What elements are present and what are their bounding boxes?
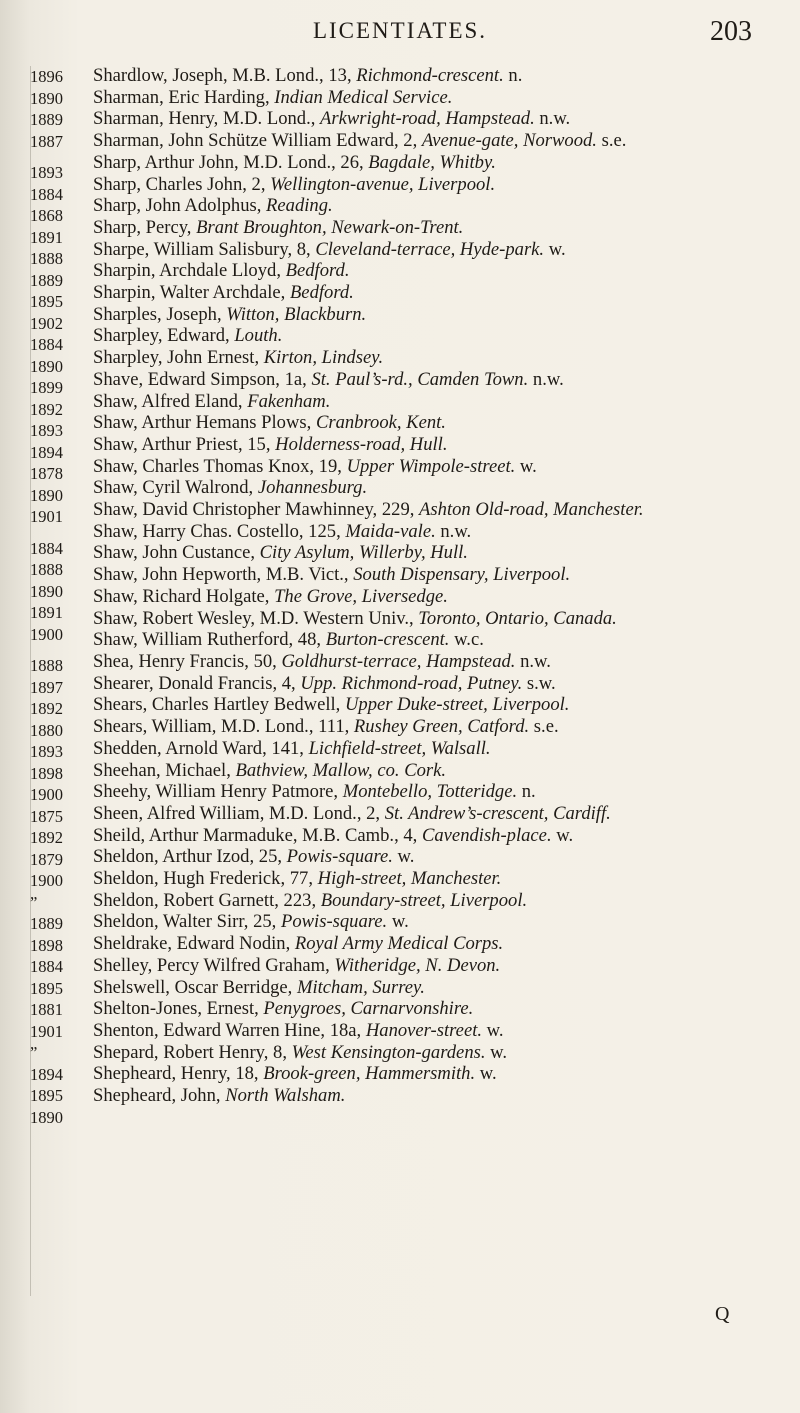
- entry-name: Sheldon, Robert Garnett, 223,: [93, 889, 321, 911]
- entry-name: Shelley, Percy Wilfred Graham,: [93, 954, 335, 976]
- entry-name: Shaw, Harry Chas. Costello, 125,: [93, 520, 346, 542]
- licentiate-entry: [93, 108, 783, 130]
- entry-name: Shaw, John Hepworth, M.B. Vict.,: [93, 564, 354, 586]
- entry-name: Sheehan, Michael,: [93, 759, 236, 781]
- licentiate-entry: [93, 521, 783, 543]
- year-entry: 1893: [30, 421, 63, 440]
- entry-name: Sheen, Alfred William, M.D. Lond., 2,: [93, 802, 385, 824]
- entry-address: Burton-crescent.: [325, 629, 450, 651]
- entry-name: Shaw, John Custance,: [93, 542, 260, 564]
- entry-name: Sharp, John Adolphus,: [93, 195, 267, 217]
- licentiate-entry: [93, 434, 783, 456]
- entry-address: Cranbrook, Kent.: [315, 412, 446, 434]
- entry-name: Sheldon, Arthur Izod, 25,: [93, 846, 287, 868]
- licentiate-entry: [93, 499, 783, 521]
- entry-address: Mitcham, Surrey.: [296, 976, 425, 998]
- entry-address: Kirton, Lindsey.: [263, 347, 384, 369]
- year-entry: 1898: [30, 935, 63, 955]
- entry-district: n.w.: [534, 108, 571, 130]
- entry-name: Sharp, Arthur John, M.D. Lond., 26,: [93, 151, 369, 173]
- licentiate-entry: [93, 412, 783, 434]
- year-entry: 1884: [30, 184, 63, 204]
- entry-name: Shears, Charles Hartley Bedwell,: [93, 694, 345, 716]
- entry-address: Powis-square.: [280, 911, 388, 933]
- licentiate-entry: [93, 325, 783, 347]
- licentiate-entry: [93, 955, 783, 977]
- year-entry: 1898: [30, 763, 63, 783]
- entry-name: Shaw, Cyril Walrond,: [93, 477, 258, 499]
- entry-address: Upper Wimpole-street.: [346, 455, 516, 477]
- running-title: LICENTIATES.: [312, 18, 488, 43]
- entry-name: Shaw, Arthur Priest, 15,: [93, 433, 276, 455]
- entry-address: Toronto, Ontario, Canada.: [418, 607, 617, 629]
- entry-address: Upp. Richmond-road, Putney.: [300, 672, 523, 694]
- licentiate-entry: [93, 152, 783, 174]
- entry-district: w.: [485, 1041, 508, 1063]
- licentiate-entry: [93, 65, 783, 87]
- year-entry: 1880: [30, 720, 63, 740]
- year-entry: ”: [30, 892, 38, 912]
- year-entry: 1894: [30, 442, 63, 462]
- entry-address: Bedford.: [289, 282, 354, 304]
- entry-name: Sharman, Eric Harding,: [93, 86, 275, 108]
- year-entry: 1889: [30, 270, 63, 290]
- year-entry: ”: [30, 1043, 38, 1062]
- entry-address: Johannesburg.: [257, 477, 368, 499]
- licentiate-entry: [93, 542, 783, 564]
- year-entry: 1888: [30, 249, 63, 268]
- licentiate-entry: [93, 716, 783, 738]
- year-entry: 1889: [30, 914, 63, 933]
- entry-name: Shaw, William Rutherford, 48,: [93, 629, 326, 651]
- year-entry: 1890: [30, 581, 63, 601]
- licentiate-entry: [93, 130, 783, 152]
- entry-name: Sharman, Henry, M.D. Lond.,: [93, 108, 321, 130]
- registration-years-column: [30, 66, 84, 1128]
- year-entry: 1884: [30, 957, 63, 976]
- licentiate-entry: [93, 998, 783, 1020]
- licentiate-entry: [93, 846, 783, 868]
- entry-name: Shepheard, John,: [93, 1085, 226, 1107]
- entry-name: Sharpley, John Ernest,: [93, 347, 264, 369]
- licentiate-entry: [93, 868, 783, 890]
- licentiates-list: [93, 65, 783, 1107]
- entry-address: Richmond-crescent.: [356, 65, 504, 86]
- entry-district: w.: [475, 1063, 497, 1085]
- year-entry: 1888: [30, 656, 63, 675]
- entry-address: Reading.: [266, 195, 333, 217]
- entry-address: Witheridge, N. Devon.: [334, 954, 501, 976]
- licentiate-entry: [93, 1020, 783, 1042]
- year-entry: 1892: [30, 828, 63, 847]
- licentiate-entry: [93, 174, 783, 196]
- entry-address: Goldhurst-terrace, Hampstead.: [281, 650, 516, 672]
- entry-name: Sharpley, Edward,: [93, 325, 235, 347]
- entry-name: Sharpe, William Salisbury, 8,: [93, 238, 316, 260]
- entry-name: Sharpin, Archdale Lloyd,: [93, 260, 286, 282]
- year-entry: 1901: [30, 1021, 63, 1041]
- entry-address: Arkwright-road, Hampstead.: [320, 108, 535, 130]
- licentiate-entry: [93, 564, 783, 586]
- entry-address: Wellington-avenue, Liverpool.: [270, 173, 496, 195]
- entry-address: Holderness-road, Hull.: [275, 433, 448, 455]
- entry-address: Boundary-street, Liverpool.: [320, 889, 528, 911]
- year-entry: 1884: [30, 335, 63, 354]
- entry-name: Shedden, Arnold Ward, 141,: [93, 737, 309, 759]
- licentiate-entry: [93, 369, 783, 391]
- entry-address: Bathview, Mallow, co. Cork.: [235, 759, 447, 781]
- entry-address: City Asylum, Willerby, Hull.: [259, 542, 468, 564]
- licentiate-entry: [93, 890, 783, 912]
- entry-name: Shave, Edward Simpson, 1a,: [93, 368, 312, 390]
- licentiate-entry: [93, 911, 783, 933]
- licentiate-entry: [93, 87, 783, 109]
- entry-address: St. Andrew’s-crescent, Cardiff.: [384, 802, 611, 824]
- licentiate-entry: [93, 825, 783, 847]
- entry-address: Upper Duke-street, Liverpool.: [344, 694, 570, 716]
- entry-address: Witton, Blackburn.: [226, 303, 367, 325]
- licentiate-entry: [93, 673, 783, 695]
- entry-district: w.: [515, 455, 537, 477]
- entry-name: Shaw, David Christopher Mawhinney, 229,: [93, 499, 420, 521]
- entry-address: West Kensington-gardens.: [291, 1041, 486, 1063]
- year-entry: 1900: [30, 871, 63, 890]
- page-header: [0, 16, 800, 52]
- year-entry: 1892: [30, 699, 63, 718]
- year-entry: 1896: [30, 67, 63, 86]
- licentiate-entry: [93, 1063, 783, 1085]
- year-entry: 1875: [30, 806, 63, 826]
- entry-name: Sheldon, Hugh Frederick, 77,: [93, 868, 318, 890]
- entry-name: Sheild, Arthur Marmaduke, M.B. Camb., 4,: [93, 824, 422, 846]
- entry-address: Royal Army Medical Corps.: [294, 933, 504, 955]
- year-entry: 1888: [30, 560, 63, 579]
- licentiate-entry: [93, 1085, 783, 1107]
- entry-district: w.c.: [449, 629, 484, 651]
- entry-address: Montebello, Totteridge.: [342, 781, 518, 803]
- entry-district: n.w.: [435, 520, 472, 542]
- entry-address: High-street, Manchester.: [317, 868, 502, 890]
- licentiate-entry: [93, 282, 783, 304]
- entry-address: Ashton Old-road, Manchester.: [419, 499, 644, 521]
- entry-address: Brant Broughton, Newark-on-Trent.: [196, 216, 464, 238]
- licentiate-entry: [93, 803, 783, 825]
- entry-district: s.e.: [596, 130, 627, 152]
- licentiate-entry: [93, 391, 783, 413]
- entry-name: Shelton-Jones, Ernest,: [93, 998, 264, 1020]
- year-entry: 1879: [30, 849, 63, 869]
- licentiate-entry: [93, 977, 783, 999]
- entry-address: Louth.: [234, 325, 283, 347]
- year-entry: 1895: [30, 1086, 63, 1105]
- year-entry: 1897: [30, 677, 63, 697]
- licentiate-entry: [93, 195, 783, 217]
- entry-address: Bedford.: [285, 260, 350, 282]
- licentiate-entry: [93, 738, 783, 760]
- entry-address: Lichfield-street, Walsall.: [308, 737, 491, 759]
- entry-address: Hanover-street.: [365, 1019, 483, 1041]
- year-entry: 1894: [30, 1064, 63, 1084]
- entry-address: Maida-vale.: [345, 520, 436, 542]
- entry-address: Fakenham.: [247, 390, 331, 412]
- year-entry: 1893: [30, 742, 63, 761]
- licentiate-entry: [93, 456, 783, 478]
- entry-name: Shears, William, M.D. Lond., 111,: [93, 716, 354, 738]
- licentiate-entry: [93, 608, 783, 630]
- year-entry: [30, 528, 84, 538]
- licentiate-entry: [93, 477, 783, 499]
- year-entry: 1890: [30, 356, 63, 376]
- entry-name: Shenton, Edward Warren Hine, 18a,: [93, 1019, 366, 1041]
- entry-address: Rushey Green, Catford.: [353, 716, 530, 738]
- licentiate-entry: [93, 694, 783, 716]
- entry-name: Shaw, Alfred Eland,: [93, 390, 248, 412]
- licentiate-entry: [93, 781, 783, 803]
- year-entry: 1868: [30, 206, 63, 225]
- year-entry: 1884: [30, 538, 63, 558]
- entry-address: Indian Medical Service.: [274, 86, 453, 108]
- year-entry: 1892: [30, 399, 63, 419]
- entry-name: Shelswell, Oscar Berridge,: [93, 976, 297, 998]
- entry-address: The Grove, Liversedge.: [274, 585, 448, 607]
- entry-name: Shardlow, Joseph, M.B. Lond., 13,: [93, 65, 357, 86]
- entry-district: n.: [503, 65, 523, 86]
- entry-district: n.: [517, 781, 536, 803]
- entry-district: n.w.: [515, 650, 551, 672]
- year-entry: 1881: [30, 1000, 63, 1019]
- year-entry: 1887: [30, 131, 63, 151]
- year-entry: 1902: [30, 313, 63, 333]
- year-entry: 1889: [30, 110, 63, 129]
- year-entry: 1890: [30, 88, 63, 108]
- page-number: 203: [710, 16, 752, 47]
- entry-address: North Walsham.: [225, 1085, 346, 1107]
- entry-address: Brook-green, Hammersmith.: [263, 1063, 476, 1085]
- year-entry: 1899: [30, 378, 63, 397]
- entry-district: w.: [392, 846, 415, 868]
- year-entry: 1895: [30, 292, 63, 311]
- entry-address: Powis-square.: [286, 846, 393, 868]
- entry-name: Sharp, Charles John, 2,: [93, 173, 271, 195]
- licentiate-entry: [93, 304, 783, 326]
- entry-address: Penygroes, Carnarvonshire.: [263, 998, 474, 1020]
- year-entry: 1890: [30, 485, 63, 505]
- entry-name: Shaw, Richard Holgate,: [93, 585, 275, 607]
- entry-name: Sharpin, Walter Archdale,: [93, 282, 290, 304]
- licentiate-entry: [93, 239, 783, 261]
- entry-district: n.w.: [528, 368, 564, 390]
- licentiate-entry: [93, 1042, 783, 1064]
- entry-name: Sheldon, Walter Sirr, 25,: [93, 911, 281, 933]
- entry-district: w.: [551, 824, 574, 846]
- licentiate-entry: [93, 260, 783, 282]
- entry-name: Sharp, Percy,: [93, 216, 197, 238]
- entry-name: Shaw, Arthur Hemans Plows,: [93, 412, 316, 434]
- signature-mark: Q: [715, 1303, 730, 1325]
- entry-name: Sheehy, William Henry Patmore,: [93, 781, 343, 803]
- entry-name: Shepard, Robert Henry, 8,: [93, 1041, 292, 1063]
- licentiate-entry: [93, 760, 783, 782]
- entry-name: Shearer, Donald Francis, 4,: [93, 672, 301, 694]
- entry-district: s.e.: [529, 716, 559, 738]
- licentiate-entry: [93, 217, 783, 239]
- entry-district: w.: [482, 1019, 504, 1041]
- entry-district: s.w.: [522, 672, 556, 694]
- licentiate-entry: [93, 933, 783, 955]
- year-entry: 1891: [30, 227, 63, 247]
- entry-district: w.: [544, 238, 566, 260]
- entry-address: Cavendish-place.: [421, 824, 552, 846]
- entry-district: w.: [387, 911, 409, 933]
- year-entry: 1891: [30, 603, 63, 622]
- year-entry: 1900: [30, 785, 63, 804]
- year-entry: 1890: [30, 1107, 63, 1127]
- year-entry: [30, 152, 84, 162]
- licentiate-entry: [93, 586, 783, 608]
- entry-name: Shea, Henry Francis, 50,: [93, 650, 282, 672]
- entry-name: Shaw, Robert Wesley, M.D. Western Univ.,: [93, 607, 419, 629]
- year-entry: [30, 645, 84, 655]
- entry-name: Sheldrake, Edward Nodin,: [93, 933, 295, 955]
- year-entry: 1893: [30, 163, 63, 182]
- entry-name: Shepheard, Henry, 18,: [93, 1063, 264, 1085]
- year-entry: 1878: [30, 464, 63, 483]
- year-entry: 1895: [30, 978, 63, 998]
- licentiate-entry: [93, 651, 783, 673]
- entry-address: South Dispensary, Liverpool.: [353, 564, 571, 586]
- entry-address: St. Paul’s-rd., Camden Town.: [311, 368, 529, 390]
- entry-address: Bagdale, Whitby.: [368, 151, 496, 173]
- entry-address: Cleveland-terrace, Hyde-park.: [315, 238, 545, 260]
- licentiate-entry: [93, 629, 783, 651]
- licentiate-entry: [93, 347, 783, 369]
- year-entry: 1901: [30, 507, 63, 526]
- entry-name: Shaw, Charles Thomas Knox, 19,: [93, 455, 347, 477]
- entry-name: Sharman, John Schütze William Edward, 2,: [93, 130, 422, 152]
- entry-name: Sharples, Joseph,: [93, 303, 227, 325]
- year-entry: 1900: [30, 624, 63, 644]
- entry-address: Avenue-gate, Norwood.: [421, 130, 597, 152]
